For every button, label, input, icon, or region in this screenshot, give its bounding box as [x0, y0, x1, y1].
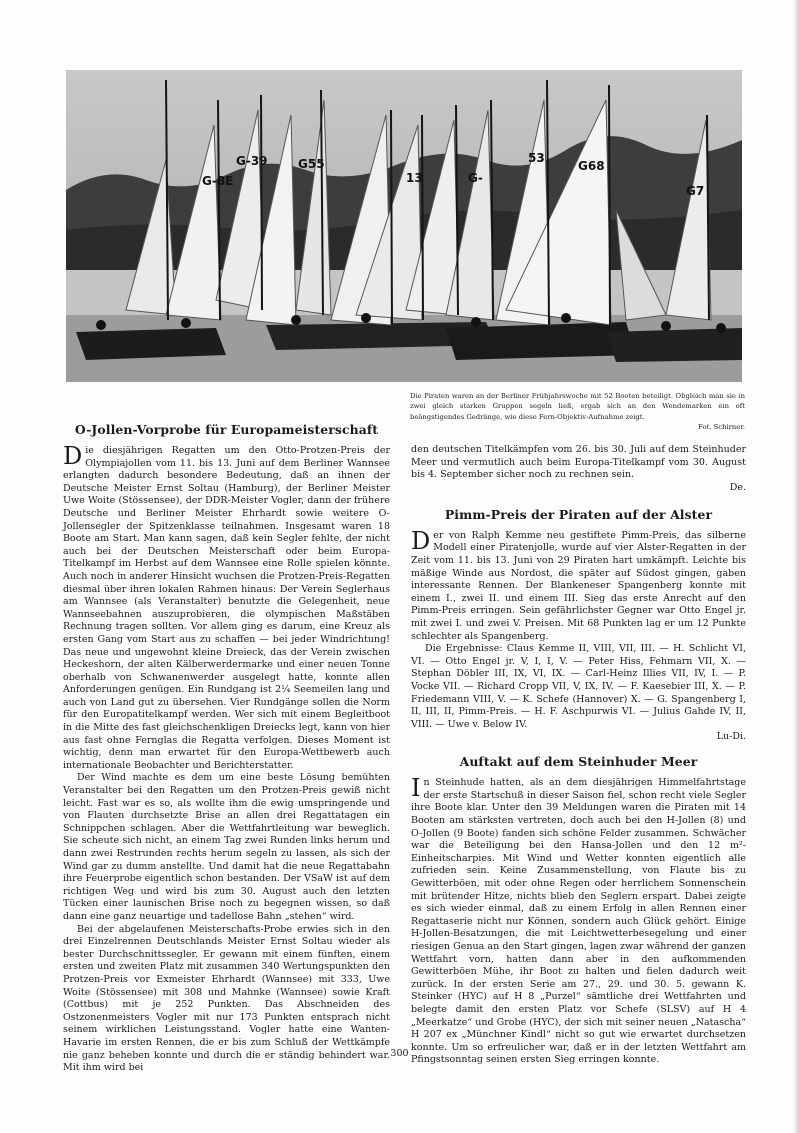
photo-credit: Fot. Schirner.: [698, 423, 745, 432]
article-title: Pimm-Preis der Piraten auf der Alster: [444, 506, 713, 522]
sail-number: G7: [686, 184, 705, 198]
sail-number: G-: [468, 171, 483, 185]
article-paragraph: Der Wind machte es dem um eine beste Lösung bemühten Veranstalter bei den Regatten um den Protzen-Preis gewiß nicht leicht. Fast war es so, als wollte ihm die ewig umspringende und von Flauten durchsetzte Brise an allen drei Regattatagen ein Schnippchen schlagen. Aber die Wettfahrtleitung war beweglich. Sie scheute sich nicht, an einem Tag zwei Runden links herum und dann zwei Restrunden rechts herum segeln zu lassen, als sich der Wind gar zu dumm anstellte. Und damit hat die neue Regattabahn ihre Feuerprobe eigentlich schon bestanden. Der VSaW ist auf dem richtigen Weg und wird bis zum 30. August auch den letzten Tücken einer launischen Brise noch zu begegnen wissen, so daß dann eine ganz neuartige und tadellose Bahn „stehen“ wird.: [63, 772, 390, 922]
page-edge: [793, 0, 799, 1133]
sail-number: G-8E: [202, 174, 234, 188]
article-signature: De.: [729, 481, 746, 493]
page-number: 300: [390, 1048, 409, 1059]
sail-number: G68: [578, 159, 605, 173]
article-continuation: den deutschen Titelkämpfen vom 26. bis 30. Juli auf dem Steinhuder Meer und vermutlich auch beim Europa-Titelkampf vom 30. August bis 4. September sicher noch zu rechnen sein.: [411, 444, 746, 481]
article-paragraph: Der von Ralph Kemme neu gestiftete Pimm-Preis, das silberne Modell einer Piratenjolle, wurde auf vier Alster-Regatten in der Zeit vom 11. bis 13. Juni von 29 Piraten hart umkämpft. Leichte bis mäßige Winde aus Nordost, die später auf Südost gingen, gaben interessante Rennen. Der Blankeneser Spangenberg konnte mit einem I., zwei II. und einem III. Sieg das erste Anrecht auf den Pimm-Preis erringen. Sein gefährlichster Gegner war Otto Engel jr. mit zwei I. und zwei V. Preisen. Mit 68 Punkten lag er um 12 Punkte schlechter als Spangenberg.: [411, 526, 746, 642]
left-column: [63, 422, 390, 1075]
article-paragraph: Die Ergebnisse: Claus Kemme II, VIII, VII, III. — H. Schlicht VI, VI. — Otto Engel jr. V, I, I, V. — Peter Hiss, Fehmarn VII, X. — Stephan Döbler III, IX, VI, IX. — Carl-Heinz Illies VII, IV, I. — P. Vocke VII. — Richard Cropp VII, V, IX, IV. — F. Kaesebier III, X. — P. Friedemann VIII, V. — K. Schefe (Hannover) X. — G. Spangenberg I, II, III, II, Pimm-Preis. — H. F. Aschpurwis VI. — Julius Gahde IV, II, VIII. — Uwe v. Below IV.: [411, 643, 746, 730]
right-column: [411, 444, 746, 1067]
caption-text: Die Piraten waren an der Berliner Frühjahrswoche mit 52 Booten beteiligt. Obgleich man sie in zwei gleich starken Gruppen segeln ließ, ergab sich an den Wendemarken ein oft beängstigendes Gedränge, wie diese Fern-Objektiv-Aufnahme zeigt.: [410, 392, 745, 421]
photo-caption: [410, 391, 745, 433]
article-paragraph: Bei der abgelaufenen Meisterschafts-Probe erwies sich in den drei Einzelrennen Deutschlands Meister Ernst Soltau wieder als bester Durchschnittssegler. Er gewann mit einem fünften, einem ersten und zweiten Platz mit zusammen 340 Wertungspunkten den Protzen-Preis vor Exmeister Ehrhardt (Wannsee) mit 333, Uwe Woite (Stössensee) mit 308 und Mahnke (Wannsee) sowie Kraft (Cottbus) mit je 252 Punkten. Das Abschneiden des Ostzonenmeisters Vogler mit nur 173 Punkten entsprach nicht seinem wirklichen Leistungsstand. Vogler hatte eine Wanten-Havarie im ersten Rennen, die er bis zum Schluß der Wettkämpfe nie ganz beheben konnte und durch die er ständig behindert war. Mit ihm wird bei: [63, 923, 390, 1074]
sail-number: G-39: [236, 154, 268, 168]
article-paragraph: Die diesjährigen Regatten um den Otto-Protzen-Preis der Olympiajollen vom 11. bis 13. Juni auf dem Berliner Wannsee erlangten dadurch besondere Bedeutung, daß an ihnen der Deutsche Meister Ernst Soltau (Hamburg), der Berliner Meister Uwe Woite (Stössensee), der DDR-Meister Vogler, dann der frühere Deutsche und Berliner Meister Ehrhardt sowie weitere O-Jollensegler der Spitzenklasse teilnahmen. Insgesamt waren 18 Boote am Start. Man kann sagen, daß kein Segler fehlte, der nicht auch bei der Deutschen Meisterschaft oder beim Europa-Titelkampf im Herbst auf dem Wannsee eine Rolle spielen könnte. Auch noch in anderer Hinsicht wuchsen die Protzen-Preis-Regatten diesmal über ihren lokalen Rahmen hinaus: Der Verein Seglerhaus am Wannsee (als Veranstalter) benutzte die Gelegenheit, neue Wannseebahnen auszuprobieren, die olympischen Maßstäben Rechnung tragen sollten. Vor allem ging es darum, eine Kreuz als ersten Gang vom Start aus zu schaffen — bei jeder Windrichtung! Das neue und ungewohnt kleine Dreieck, das der Verein zwischen Heckeshorn, der alten Kälberwerdermarke und einer neuen Tonne oberhalb von Schwanenwerder ausgelegt hatte, konnte allen Anforderungen genügen. Ein Rundgang ist 2¼ Seemeilen lang und auch von Land gut zu übersehen. Vier Rundgänge sollen die Norm für den Europatitelkampf werden. Wer sich mit einem Begleitboot in die Mitte des fast gleichschenkligen Dreiecks legt, kann von hier aus fast ohne Fernglas die Regatta verfolgen. Dieses Moment ist wichtig, denn man erwartet für den Europa-Wettbewerb auch internationale Beobachter und Berichterstatter.: [63, 442, 390, 771]
sail-number: 13: [406, 171, 423, 185]
article-title: O-Jollen-Vorprobe für Europameisterschaft: [74, 422, 379, 437]
sail-number: G55: [298, 157, 325, 171]
regatta-photo: [66, 70, 742, 382]
regatta-photo-drawing: [66, 70, 742, 382]
article-signature: Lu-Di.: [716, 731, 746, 743]
article-title: Auftakt auf dem Steinhuder Meer: [459, 754, 698, 770]
sail-number: 53: [528, 151, 545, 165]
article-paragraph: In Steinhude hatten, als an dem diesjährigen Himmelfahrtstage der erste Startschuß in dieser Saison fiel, schon recht viele Segler ihre Boote klar. Unter den 39 Meldungen waren die Piraten mit 14 Booten am stärksten vertreten, doch auch bei den H-Jollen (8) und O-Jollen (9 Boote) fanden sich schöne Felder zusammen. Schwächer war die Beteiligung bei den Hansa-Jollen und den 12 m²-Einheitscharpies. Mit Wind und Wetter konnten eigentlich alle zufrieden sein. Keine Zusammenstellung, von Flaute bis zu Gewitterböen, mit oder ohne Regen oder herrlichem Sonnenschein mit brütender Hitze, nichts blieb den Seglern erspart. Dabei zeigte es sich wieder einmal, daß zu einem Erfolg in allen Rennen einer Regattaserie nicht nur Können, sondern auch Glück gehört. Einige H-Jollen-Besatzungen, die mit Leichtwetterbesegelung und einer riesigen Genua an den Start gingen, lagen zwar während der ganzen Wettfahrt vorn, hatten dann aber in den aufkommenden Gewitterböen Mühe, ihr Boot zu halten und fielen dadurch weit zurück. In der ersten Serie am 27., 29. und 30. 5. gewann K. Steinker (HYC) auf H 8 „Purzel“ sämtliche drei Wettfahrten und belegte damit den ersten Platz vor Schefe (SLSV) auf H 4 „Meerkatze“ und Grobe (HYC), der sich mit seiner neuen „Natascha“ H 207 ex „Münchner Kindl“ nicht so gut wie erwartet durchsetzen konnte. Um so erfreulicher war, daß er in der letzten Wettfahrt am Pfingstsonntag seinen ersten Sieg erringen konnte.: [411, 774, 746, 1066]
